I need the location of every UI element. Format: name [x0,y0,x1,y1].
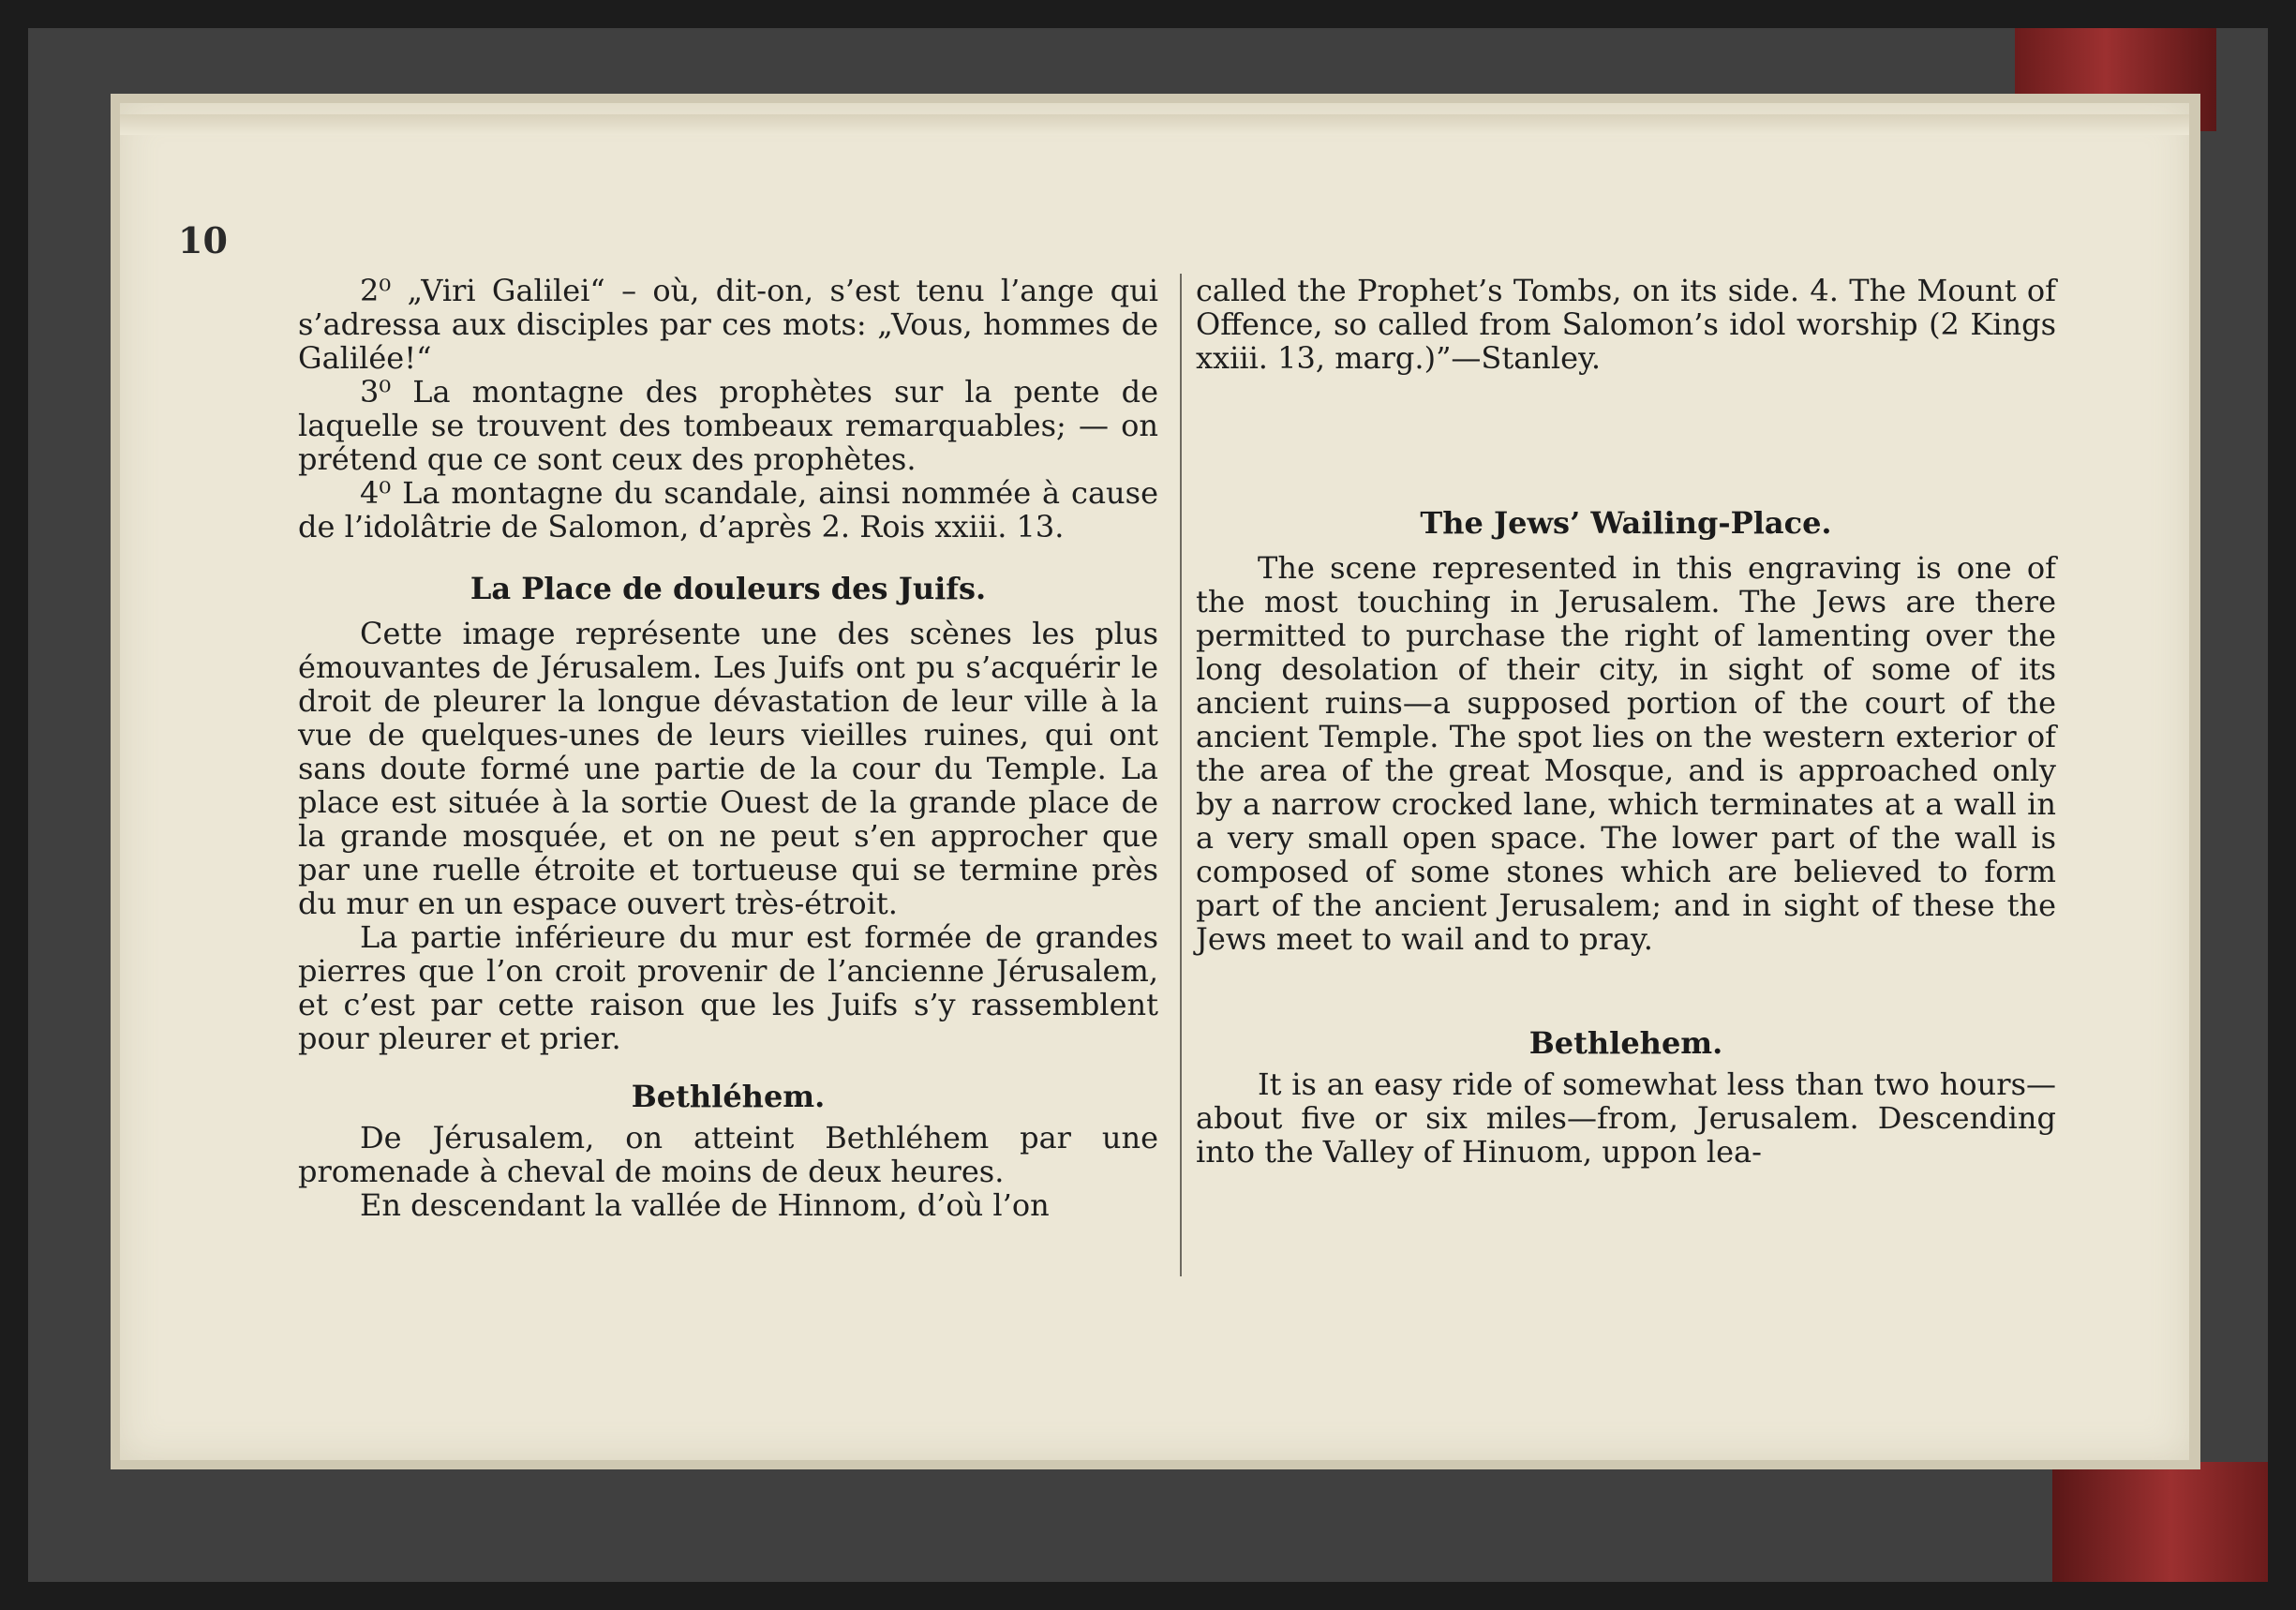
heading-bethlehem-fr: Bethléhem. [631,1079,826,1114]
french-column [298,274,1158,1222]
page-top-band [120,114,2189,135]
paragraph-bethlehem-fr-1: De Jérusalem, on atteint Bethléhem par une promenade à cheval de moins de deux heures. [298,1120,1158,1189]
paragraph-viri-galilei: 2⁰ „Viri Galilei“ – où, dit-on, s’est tenu l’ange qui s’adressa aux disciples par ces mots: „Vous, hommes de Galilée!“ [298,273,1158,376]
paragraph-wailing-fr-2: La partie inférieure du mur est formée de grandes pierres que l’on croit provenir de l’ancienne Jérusalem, et c’est par cette raison que les Juifs s’y rassemblent pour pleurer et prier. [298,919,1158,1056]
book-spine-bottom [2052,1462,2268,1582]
paragraph-bethlehem-en: It is an easy ride of somewhat less than two hours—about five or six miles—from, Jerusalem. Descending into the Valley of Hinuom, uppon lea- [1196,1066,2056,1170]
heading-wailing-place-fr: La Place de douleurs des Juifs. [470,571,987,606]
paragraph-bethlehem-fr-2: En descendant la vallée de Hinnom, d’où l’on [360,1187,1050,1223]
paragraph-wailing-fr-1: Cette image représente une des scènes les plus émouvantes de Jérusalem. Les Juifs ont pu s’acquérir le droit de pleurer la longue dévastation de leur ville à la vue de quelques-unes de leurs vieilles ruines, qui ont sans doute formé une partie de la cour du Temple. La place est située à la sortie Ouest de la grande place de la grande mosquée, et on ne peut s’en approcher que par une ruelle étroite et tortueuse qui se termine près du mur en un espace ouvert très-étroit. [298,616,1158,921]
heading-bethlehem-en: Bethlehem. [1528,1025,1723,1061]
page-number: 10 [178,219,228,261]
paragraph-wailing-en: The scene represented in this engraving is one of the most touching in Jerusalem. The Jews are there permitted to purchase the right of lamenting over the long desolation of their city, in sight of some of its ancient ruins—a supposed portion of the court of the ancient Temple. The spot lies on the western exterior of the area of the great Mosque, and is approached only by a narrow crocked lane, which terminates at a wall in a very small open space. The lower part of the wall is composed of some stones which are believed to form part of the ancient Jerusalem; and in sight of these the Jews meet to wail and to pray. [1196,550,2056,957]
english-column [1196,274,2056,1169]
paragraph-prophets-mount: 3⁰ La montagne des prophètes sur la pente de laquelle se trouvent des tombeaux remarquables; — on prétend que ce sont ceux des prophètes. [298,374,1158,477]
heading-wailing-place-en: The Jews’ Wailing-Place. [1420,505,1832,541]
paragraph-mount-scandal: 4⁰ La montagne du scandale, ainsi nommée à cause de l’idolâtrie de Salomon, d’après 2. Rois xxiii. 13. [298,475,1158,544]
paragraph-prophets-tombs-en: called the Prophet’s Tombs, on its side. 4. The Mount of Offence, so called from Salomon’s idol worship (2 Kings xxiii. 13, marg.)”—Stanley. [1196,273,2056,376]
column-divider [1180,274,1182,1276]
